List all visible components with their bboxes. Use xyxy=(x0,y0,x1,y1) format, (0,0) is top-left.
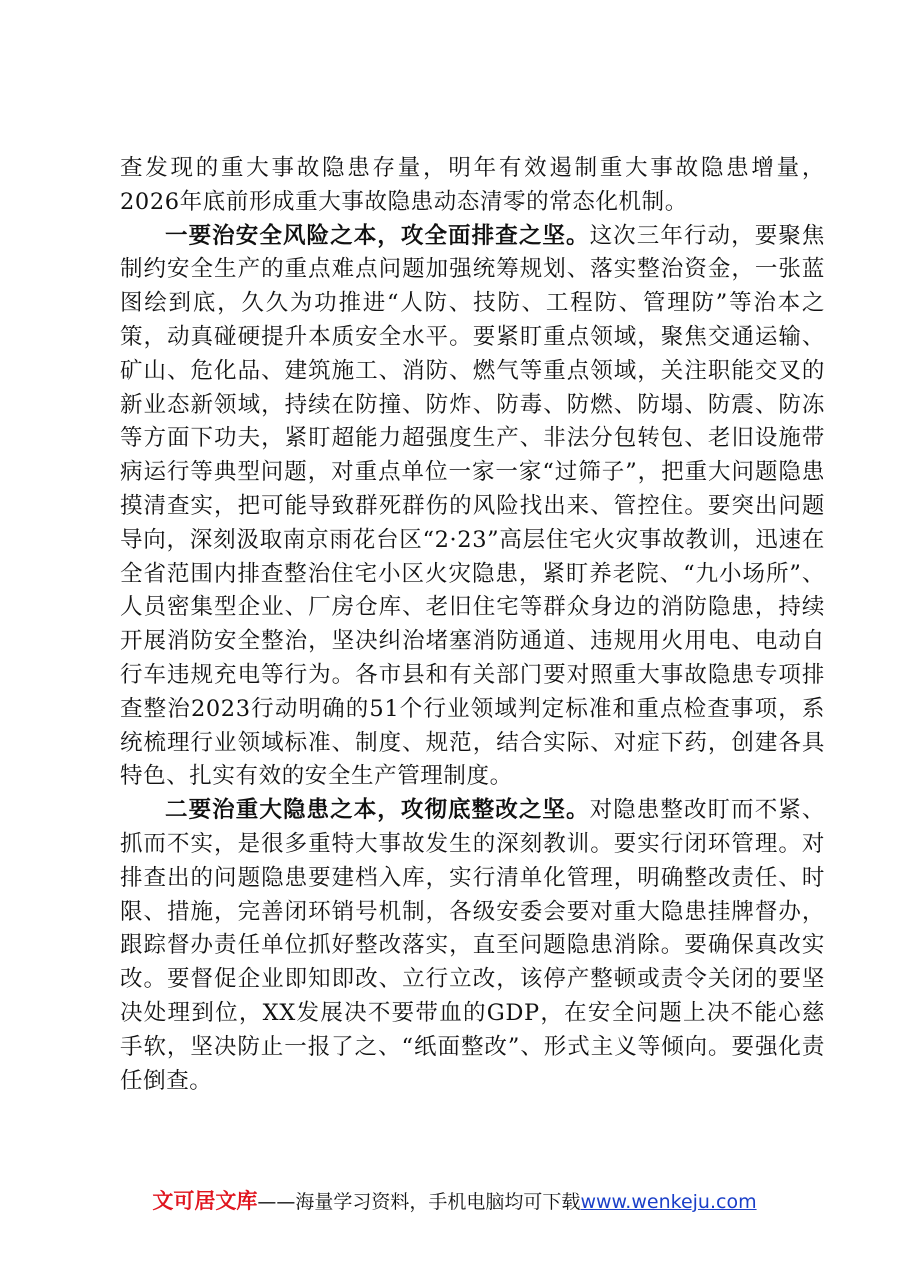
paragraph-2-heading: 一要治安全风险之本，攻全面排查之坚。 xyxy=(165,222,590,249)
website-link[interactable]: www.wenkeju.com xyxy=(580,1191,757,1213)
footer-tagline: ——海量学习资料，手机电脑均可下载 xyxy=(257,1191,581,1213)
document-body xyxy=(120,152,825,1098)
paragraph-2-text: 这次三年行动，要聚焦制约安全生产的重点难点问题加强统筹规划、落实整治资金，一张蓝图绘到底，久久为功推进“人防、技防、工程防、管理防”等治本之策，动真碰硬提升本质安全水平。要紧盯重点领域，聚焦交通运输、矿山、危化品、建筑施工、消防、燃气等重点领域，关注职能交叉的新业态新领域，持续在防撞、防炸、防毒、防燃、防塌、防震、防冻等方面下功夫，紧盯超能力超强度生产、非法分包转包、老旧设施带病运行等典型问题，对重点单位一家一家“过筛子”，把重大问题隐患摸清查实，把可能导致群死群伤的风险找出来、管控住。要突出问题导向，深刻汲取南京雨花台区“2·23”高层住宅火灾事故教训，迅速在全省范围内排查整治住宅小区火灾隐患，紧盯养老院、“九小场所”、人员密集型企业、厂房仓库、老旧住宅等群众身边的消防隐患，持续开展消防安全整治，坚决纠治堵塞消防通道、违规用火用电、电动自行车违规充电等行为。各市县和有关部门要对照重大事故隐患专项排查整治2023行动明确的51个行业领域判定标准和重点检查事项，系统梳理行业领域标准、制度、规范，结合实际、对症下药，创建各具特色、扎实有效的安全生产管理制度。 xyxy=(120,222,825,790)
paragraph-1 xyxy=(120,152,825,220)
brand-name: 文可居文库 xyxy=(152,1189,258,1213)
paragraph-3-text: 对隐患整改盯而不紧、抓而不实，是很多重特大事故发生的深刻教训。要实行闭环管理。对排查出的问题隐患要建档入库，实行清单化管理，明确整改责任、时限、措施，完善闭环销号机制，各级安委会要对重大隐患挂牌督办，跟踪督办责任单位抓好整改落实，直至问题隐患消除。要确保真改实改。要督促企业即知即改、立行立改，该停产整顿或责令关闭的要坚决处理到位，XX发展决不要带血的GDP，在安全问题上决不能心慈手软，坚决防止一报了之、“纸面整改”、形式主义等倾向。要强化责任倒查。 xyxy=(120,797,825,1094)
paragraph-2 xyxy=(120,220,825,795)
watermark-footer xyxy=(0,1185,909,1215)
paragraph-3-heading: 二要治重大隐患之本，攻彻底整改之坚。 xyxy=(165,797,590,824)
paragraph-1-text: 查发现的重大事故隐患存量，明年有效遏制重大事故隐患增量，2026年底前形成重大事故隐患动态清零的常态化机制。 xyxy=(120,155,825,215)
paragraph-3 xyxy=(120,794,825,1098)
